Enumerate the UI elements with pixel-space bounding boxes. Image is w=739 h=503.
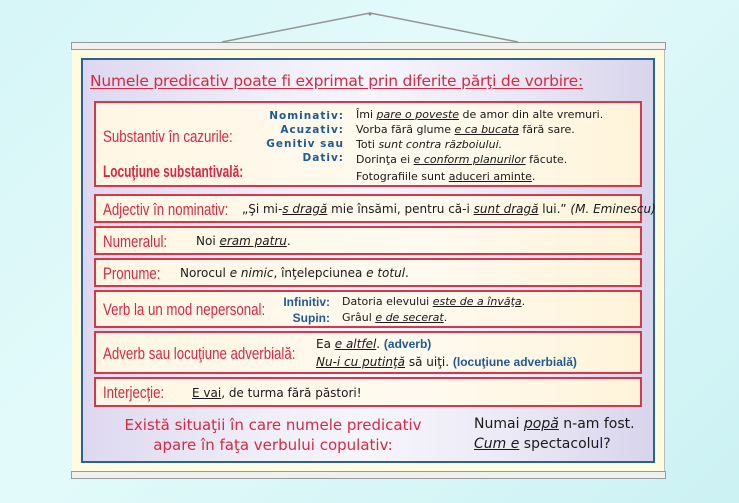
example-locutiune: Fotografiile sunt aduceri aminte. [356, 170, 536, 183]
type-note: (locuţiune adverbială) [452, 355, 577, 369]
predicate-highlight: e nimic [229, 266, 274, 280]
predicate-highlight: E vai [192, 386, 222, 400]
bottom-example-2: Cum e spectacolul? [474, 436, 611, 452]
numeralul-label: Numeralul: [103, 232, 168, 251]
poster-title: Numele predicativ poate fi exprimat prin diferite părţi de vorbire: [90, 72, 583, 90]
pronume-label: Pronume: [103, 264, 161, 283]
type-note: (adverb) [383, 337, 432, 351]
verb-box [94, 290, 642, 328]
substantiv-label: Substantiv în cazurile: [103, 127, 233, 146]
interjectie-box [94, 377, 642, 407]
predicate-highlight: pare o poveste [376, 108, 460, 121]
interjectie-label: Interjecţie: [103, 383, 165, 402]
case-genitiv: Genitiv sau [266, 138, 344, 150]
pronume-example: Norocul e nimic, înţelepciunea e totul. [180, 266, 409, 280]
predicate-highlight: e totul [366, 266, 406, 280]
predicate-highlight: aduceri aminte [448, 170, 532, 183]
example-genitiv: Toti sunt contra războiului. [356, 138, 503, 151]
adjectiv-example: „Şi mi-s dragă mie însămi, pentru că-i sunt dragă lui.” (M. Eminescu) [242, 202, 656, 216]
case-dativ: Dativ: [302, 152, 344, 164]
bottom-note-line2: apare în faţa verbului copulativ: [153, 436, 393, 454]
locutiune-adverbiala-example: Nu-i cu putinţă să uiţi. (locuţiune adverbială) [316, 355, 577, 369]
bottom-note-line1: Există situaţii în care numele predicativ [124, 416, 422, 434]
predicate-highlight: eram patru [219, 234, 287, 248]
predicate-highlight: este de a învăţa [432, 295, 522, 308]
substantiv-box [94, 101, 642, 187]
predicate-highlight: s dragă [282, 202, 328, 216]
predicate-highlight: e ca bucata [454, 123, 519, 136]
pronume-box [94, 258, 642, 287]
form-supin: Supin: [292, 311, 330, 325]
predicate-highlight: sunt contra războiului. [378, 138, 503, 151]
locutiune-substantivala-label: Locuţiune substantivală: [103, 162, 244, 181]
adjectiv-box [94, 194, 656, 223]
infinitiv-example: Datoria elevului este de a învăţa. [342, 295, 526, 308]
numeralul-example: Noi eram patru. [196, 234, 291, 248]
numeralul-box [94, 226, 642, 255]
predicate-highlight: e de secerat [375, 311, 444, 324]
verb-label: Verb la un mod nepersonal: [103, 300, 266, 319]
case-list [246, 108, 344, 168]
adverb-example: Ea e altfel. (adverb) [316, 337, 432, 351]
bottom-note [88, 415, 458, 455]
bottom-example-1: Numai popă n-am fost. [474, 416, 635, 432]
interjectie-example: E vai, de turma fără păstori! [192, 386, 362, 400]
case-acuzativ: Acuzativ: [280, 124, 344, 136]
top-rod [71, 42, 666, 50]
predicate-highlight: sunt dragă [473, 202, 539, 216]
predicate-highlight: popă [523, 416, 559, 432]
predicate-highlight: e conform planurilor [413, 153, 526, 166]
example-dativ: Dorinţa ei e conform planurilor făcute. [356, 153, 568, 166]
adverb-label: Adverb sau locuţiune adverbială: [103, 344, 296, 363]
predicate-highlight: Cum e [474, 436, 520, 452]
form-infinitiv: Infinitiv: [283, 295, 330, 309]
adverb-box [94, 331, 642, 374]
bottom-rod [71, 471, 666, 479]
case-nominativ: Nominativ: [269, 110, 344, 122]
supin-example: Grâul e de secerat. [342, 311, 448, 324]
author-citation: (M. Eminescu) [566, 202, 656, 216]
adjectiv-label: Adjectiv în nominativ: [103, 200, 229, 219]
bottom-examples [474, 414, 635, 454]
example-nominativ: Îmi pare o poveste de amor din alte vremuri. [356, 108, 604, 121]
predicate-highlight: Nu-i cu putinţă [316, 355, 406, 369]
example-acuzativ: Vorba fără glume e ca bucata fără sare. [356, 123, 575, 136]
predicate-highlight: e altfel [334, 337, 377, 351]
